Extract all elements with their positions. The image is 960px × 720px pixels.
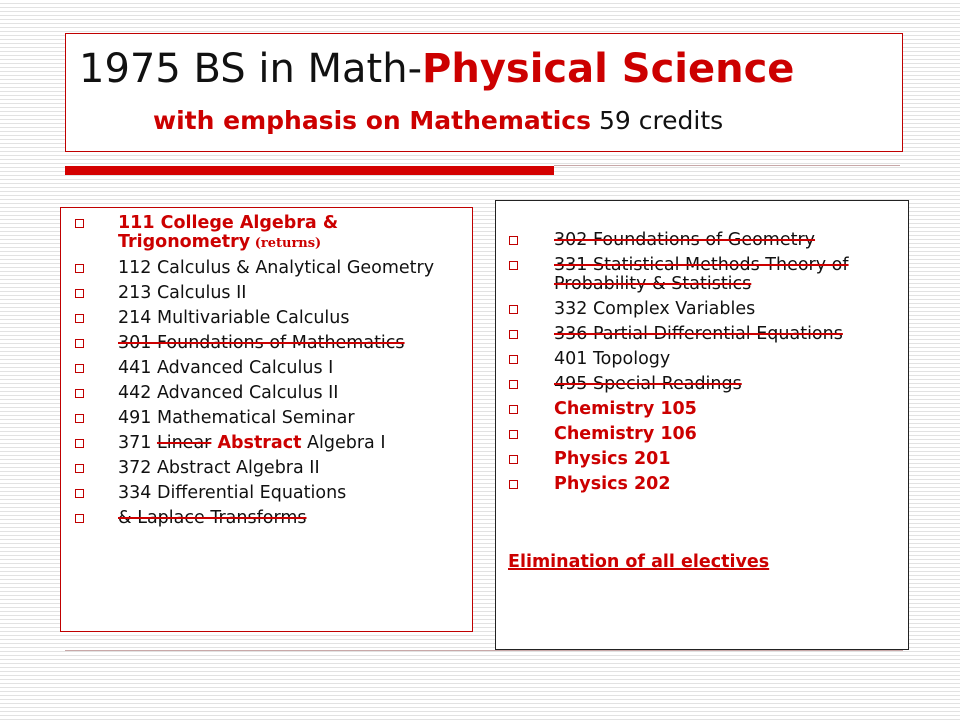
list-item <box>496 325 908 344</box>
square-bullet-icon <box>75 289 84 298</box>
square-bullet-icon <box>75 514 84 523</box>
course-note: (returns) <box>250 236 322 251</box>
elimination-note: Elimination of all electives <box>508 552 770 572</box>
course-label-rest: Algebra I <box>301 433 386 453</box>
red-accent-bar <box>65 166 554 175</box>
square-bullet-icon <box>75 489 84 498</box>
square-bullet-icon <box>75 314 84 323</box>
list-item <box>61 359 472 378</box>
square-bullet-icon <box>509 455 518 464</box>
course-label-struck: 495 Special Readings <box>554 374 742 394</box>
square-bullet-icon <box>75 439 84 448</box>
course-label: 401 Topology <box>554 349 671 369</box>
right-course-column <box>495 200 909 650</box>
list-item <box>61 434 472 453</box>
list-item <box>496 350 908 369</box>
course-word-inserted: Abstract <box>211 433 302 453</box>
list-item <box>61 384 472 403</box>
square-bullet-icon <box>509 355 518 364</box>
list-item <box>496 375 908 394</box>
course-label: 372 Abstract Algebra II <box>118 458 320 478</box>
list-item <box>61 459 472 478</box>
course-label-added: Chemistry 105 <box>554 399 697 419</box>
square-bullet-icon <box>509 430 518 439</box>
course-label-struck: 336 Partial Differential Equations <box>554 324 843 344</box>
list-item <box>61 214 472 253</box>
list-item <box>496 400 908 419</box>
list-item <box>496 475 908 494</box>
slide-title <box>79 46 794 92</box>
course-label: 332 Complex Variables <box>554 299 756 319</box>
subtitle-credits: 59 credits <box>591 106 724 135</box>
course-label: 111 College Algebra & Trigonometry <box>118 213 339 252</box>
course-label-struck: 301 Foundations of Mathematics <box>118 333 405 353</box>
list-item <box>61 484 472 503</box>
list-item <box>61 309 472 328</box>
square-bullet-icon <box>509 480 518 489</box>
list-item <box>61 334 472 353</box>
title-box <box>65 33 903 152</box>
square-bullet-icon <box>509 330 518 339</box>
list-item <box>61 284 472 303</box>
list-item <box>496 450 908 469</box>
course-label: 213 Calculus II <box>118 283 247 303</box>
course-label: 491 Mathematical Seminar <box>118 408 355 428</box>
square-bullet-icon <box>75 364 84 373</box>
square-bullet-icon <box>75 389 84 398</box>
square-bullet-icon <box>75 464 84 473</box>
square-bullet-icon <box>75 339 84 348</box>
course-label-added: Chemistry 106 <box>554 424 697 444</box>
course-label: 334 Differential Equations <box>118 483 347 503</box>
list-item <box>496 231 908 250</box>
subtitle-accent: with emphasis on Mathematics <box>153 106 591 135</box>
list-item <box>61 509 472 528</box>
square-bullet-icon <box>75 219 84 228</box>
course-number: 371 <box>118 433 157 453</box>
bottom-divider-rule <box>65 650 903 651</box>
course-label-struck: 302 Foundations of Geometry <box>554 230 816 250</box>
course-label: 442 Advanced Calculus II <box>118 383 339 403</box>
course-label: 441 Advanced Calculus I <box>118 358 334 378</box>
square-bullet-icon <box>75 414 84 423</box>
course-label: 112 Calculus & Analytical Geometry <box>118 258 435 278</box>
list-item <box>496 256 908 294</box>
course-label-added: Physics 201 <box>554 449 671 469</box>
title-divider-rule <box>554 165 900 166</box>
title-prefix: 1975 BS in Math- <box>79 46 423 92</box>
square-bullet-icon <box>509 405 518 414</box>
square-bullet-icon <box>75 264 84 273</box>
course-label-struck: 331 Statistical Methods Theory of Probability & Statistics <box>554 255 849 294</box>
list-item <box>496 425 908 444</box>
course-word-struck: Linear <box>156 433 212 453</box>
title-accent: Physical Science <box>422 46 795 92</box>
slide-subtitle <box>153 106 723 135</box>
course-label: 214 Multivariable Calculus <box>118 308 350 328</box>
left-course-column <box>60 207 473 632</box>
square-bullet-icon <box>509 236 518 245</box>
course-label-struck: & Laplace Transforms <box>118 508 307 528</box>
square-bullet-icon <box>509 305 518 314</box>
list-item <box>61 409 472 428</box>
square-bullet-icon <box>509 380 518 389</box>
square-bullet-icon <box>509 261 518 270</box>
list-item <box>61 259 472 278</box>
course-label-added: Physics 202 <box>554 474 671 494</box>
list-item <box>496 300 908 319</box>
